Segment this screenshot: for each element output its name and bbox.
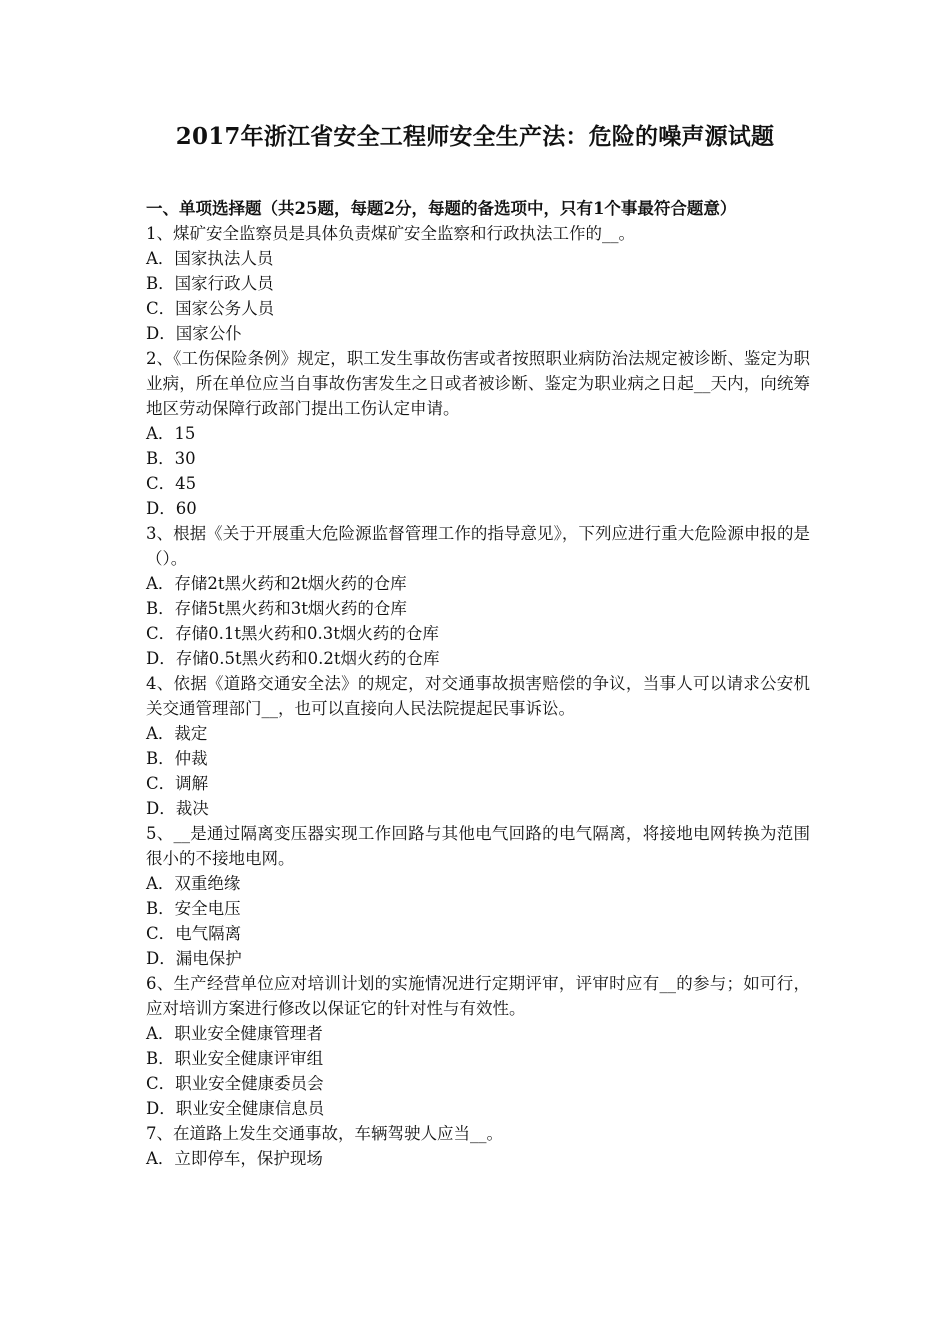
option-c: C．国家公务人员 [146, 299, 275, 318]
document-body [146, 196, 810, 1171]
option-a: A．职业安全健康管理者 [146, 1024, 323, 1043]
option-a: A．15 [146, 424, 196, 443]
option-d: D．60 [146, 499, 197, 518]
question-stem: 3、根据《关于开展重大危险源监督管理工作的指导意见》，下列应进行重大危险源申报的是（）。 [146, 524, 810, 568]
option-c: C．存储0.1t黑火药和0.3t烟火药的仓库 [146, 624, 439, 643]
option-a: A．立即停车，保护现场 [146, 1149, 323, 1168]
option-c: C．职业安全健康委员会 [146, 1074, 324, 1093]
option-c: C．45 [146, 474, 197, 493]
option-a: A．存储2t黑火药和2t烟火药的仓库 [146, 574, 407, 593]
option-b: B．仲裁 [146, 749, 208, 768]
option-b: B．职业安全健康评审组 [146, 1049, 324, 1068]
question-4 [146, 671, 810, 821]
question-stem: 6、生产经营单位应对培训计划的实施情况进行定期评审，评审时应有__的参与；如可行，应对培训方案进行修改以保证它的针对性与有效性。 [146, 974, 810, 1018]
option-b: B．存储5t黑火药和3t烟火药的仓库 [146, 599, 407, 618]
option-c: C．调解 [146, 774, 209, 793]
option-d: D．漏电保护 [146, 949, 242, 968]
option-b: B．国家行政人员 [146, 274, 274, 293]
question-stem: 7、在道路上发生交通事故，车辆驾驶人应当__。 [146, 1124, 503, 1143]
question-stem: 2、《工伤保险条例》规定，职工发生事故伤害或者按照职业病防治法规定被诊断、鉴定为职业病，所在单位应当自事故伤害发生之日或者被诊断、鉴定为职业病之日起__天内，向统筹地区劳动保障行政部门提出工伤认定申请。 [146, 349, 810, 418]
question-1 [146, 221, 810, 346]
section-heading: 一、单项选择题（共25题，每题2分，每题的备选项中，只有1个事最符合题意） [146, 199, 737, 218]
option-d: D．裁决 [146, 799, 209, 818]
option-d: D．国家公仆 [146, 324, 242, 343]
question-stem: 4、依据《道路交通安全法》的规定，对交通事故损害赔偿的争议，当事人可以请求公安机关交通管理部门__，也可以直接向人民法院提起民事诉讼。 [146, 674, 810, 718]
document-title: 2017年浙江省安全工程师安全生产法：危险的噪声源试题 [175, 123, 775, 150]
question-3 [146, 521, 810, 671]
question-2 [146, 346, 810, 521]
option-a: A．裁定 [146, 724, 208, 743]
question-stem: 5、__是通过隔离变压器实现工作回路与其他电气回路的电气隔离，将接地电网转换为范围很小的不接地电网。 [146, 824, 810, 868]
option-b: B．安全电压 [146, 899, 241, 918]
option-c: C．电气隔离 [146, 924, 242, 943]
question-7 [146, 1121, 810, 1171]
option-d: D．存储0.5t黑火药和0.2t烟火药的仓库 [146, 649, 440, 668]
option-a: A．国家执法人员 [146, 249, 274, 268]
question-6 [146, 971, 810, 1121]
option-d: D．职业安全健康信息员 [146, 1099, 325, 1118]
question-stem: 1、煤矿安全监察员是具体负责煤矿安全监察和行政执法工作的__。 [146, 224, 635, 243]
question-5 [146, 821, 810, 971]
option-b: B．30 [146, 449, 196, 468]
option-a: A．双重绝缘 [146, 874, 241, 893]
